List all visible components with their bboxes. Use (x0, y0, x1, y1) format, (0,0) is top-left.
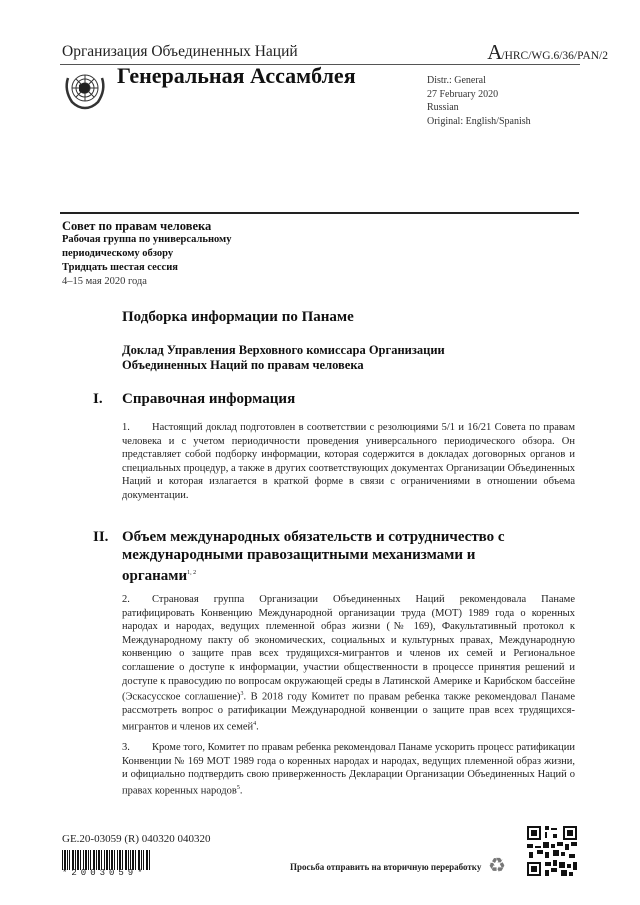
symbol-prefix: A (487, 40, 502, 64)
language-line: Russian (427, 102, 459, 113)
date-line: 27 February 2020 (427, 88, 499, 100)
recycle-note: Просьба отправить на вторичную переработку (290, 862, 482, 872)
section-number: II. (93, 529, 109, 545)
general-assembly-title: Генеральная Ассамблея (117, 63, 356, 88)
section-title: Справочная информация (122, 391, 296, 407)
council-block (62, 219, 231, 289)
section-title: Объем международных обязательств и сотрудничество с международными правозащитными механизмами и органами (122, 529, 505, 584)
paragraph-1 (122, 421, 575, 503)
un-emblem-icon (62, 68, 108, 110)
paragraph-text: . (256, 721, 259, 733)
paragraph-text: Кроме того, Комитет по правам ребенка рекомендовал Панаме ускорить процесс ратификации Конвенции № 169 МОТ 1989 года о коренных народах и народах, ведущих племенной образ жизни, и официально подтвердить свою приверженность Декларации Организации Объединенных Наций о правах коренных народов (122, 742, 575, 797)
document-symbol (487, 40, 608, 65)
section-heading-2 (93, 528, 533, 585)
paragraph-number: 2. (122, 594, 130, 605)
paragraph-text: Страновая группа Организации Объединенных Наций рекомендовала Панаме ратифицировать Конвенцию Международной организации труда (МОТ) 1989 года о коренных народах и народах, ведущих племенной образ жизни (№ 169), Факультативный протокол к Международному пакту об экономических, социальных и культурных правах, Международную конвенцию о защите прав всех трудящихся-мигрантов и членов их семей и Региональное соглашение о доступе к информации, участии общественности в процессе принятия решений и доступе к правосудию по вопросам окружающей среды в Латинской Америке и Карибском бассейне (Эскасусское соглашение) (122, 594, 575, 703)
original-line: Original: English/Spanish (427, 115, 531, 127)
barcode-icon (62, 850, 150, 870)
council-name: Совет по правам человека (62, 219, 212, 233)
footnote-ref[interactable]: 1, 2 (187, 570, 197, 576)
paragraph-text: . В 2018 году Комитет по правам ребенка также рекомендовал Панаме рассмотреть вопрос о ратификации Международной конвенции о защите прав всех трудящихся-мигрантов и членов их семей (122, 691, 575, 733)
distr-line: Distr.: General (427, 75, 486, 86)
paragraph-number: 1. (122, 422, 130, 433)
qr-code-icon[interactable] (527, 826, 577, 876)
section-rule (60, 212, 579, 214)
job-number: GE.20-03059 (R) 040320 040320 (62, 833, 211, 845)
footnote-ref[interactable]: 3 (240, 691, 244, 698)
working-group-line2: периодическому обзору (62, 248, 174, 259)
paragraph-text: . (239, 785, 243, 797)
paragraph-number: 3. (122, 742, 130, 753)
barcode-number: *2003059* (62, 868, 147, 878)
paragraph-2 (122, 593, 575, 734)
session-dates: 4–15 мая 2020 года (62, 276, 147, 287)
distribution-info (427, 74, 531, 128)
footnote-ref[interactable]: 4 (253, 720, 257, 727)
document-title: Подборка информации по Панаме (122, 309, 354, 325)
footnote-ref[interactable]: 5 (236, 784, 240, 791)
section-heading-1 (93, 391, 295, 408)
recycle-icon: ♻ (488, 855, 506, 877)
section-number: I. (93, 391, 103, 407)
paragraph-text: Настоящий доклад подготовлен в соответствии с резолюциями 5/1 и 16/21 Совета по правам человека и с учетом периодичности проведения универсального периодического обзора. Он представляет собой подборку информации, которая содержится в докладах договорных органов и специальных процедур, а также в других соответствующих документах Организации Объединенных Наций и которая излагается в краткой форме в связи с ограничениями в отношении объема документации. (122, 422, 575, 501)
paragraph-3 (122, 741, 575, 798)
working-group-line1: Рабочая группа по универсальному (62, 234, 232, 245)
symbol-rest: /HRC/WG.6/36/PAN/2 (501, 50, 608, 62)
session: Тридцать шестая сессия (62, 262, 178, 273)
document-subtitle: Доклад Управления Верховного комиссара Организации Объединенных Наций по правам человека (122, 343, 445, 372)
organization-name: Организация Объединенных Наций (62, 43, 298, 60)
